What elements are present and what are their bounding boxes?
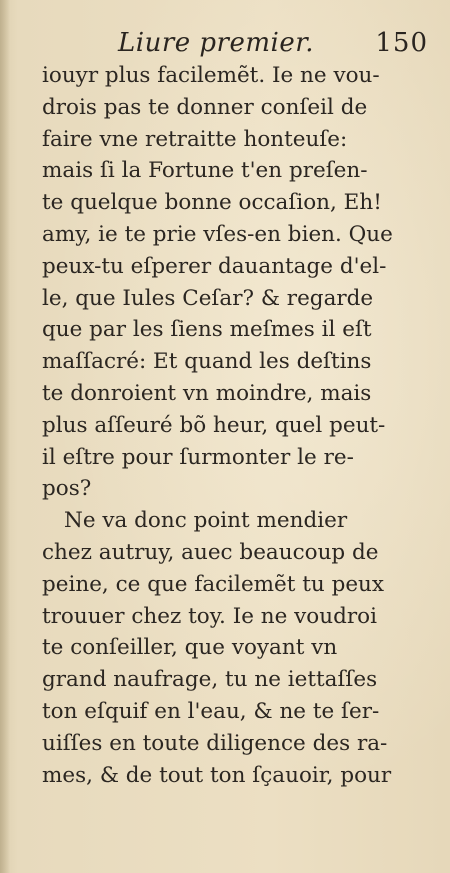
text-line: mes, & de tout ton ſçauoir, pour: [42, 762, 392, 788]
text-line: amy, ie te prie vſes-en bien. Que: [42, 221, 393, 247]
running-head: Liure premier.: [118, 28, 315, 58]
text-line: te quelque bonne occaſion, Eh!: [42, 190, 382, 216]
paragraph-start-line: Ne va donc point mendier: [64, 508, 348, 534]
page-number: 150: [375, 28, 428, 58]
body-text: [42, 60, 432, 791]
text-line: trouuer chez toy. Ie ne voudroi: [42, 603, 377, 629]
text-line: peux-tu eſperer dauantage d'el-: [42, 253, 387, 279]
text-line: mais ſi la Fortune t'en preſen-: [42, 158, 368, 184]
text-line: drois pas te donner conſeil de: [42, 94, 368, 120]
page-header: [118, 26, 428, 60]
text-line: maſſacré: Et quand les deſtins: [42, 349, 372, 375]
text-line: il eſtre pour ſurmonter le re-: [42, 444, 354, 470]
text-line: le, que Iules Ceſar? & regarde: [42, 285, 374, 311]
text-line: te donroient vn moindre, mais: [42, 380, 372, 406]
text-line: que par les ſiens meſmes il eſt: [42, 317, 372, 343]
text-line: iouyr plus facilemẽt. Ie ne vou-: [42, 63, 380, 88]
text-line: ton eſquif en l'eau, & ne te ſer-: [42, 698, 380, 724]
text-line: chez autruy, auec beaucoup de: [42, 539, 379, 565]
text-line: faire vne retraitte honteuſe:: [42, 126, 348, 152]
text-line: peine, ce que facilemẽt tu peux: [42, 571, 385, 597]
text-line: grand naufrage, tu ne iettaſſes: [42, 667, 378, 693]
text-line: plus aſſeuré bõ heur, quel peut-: [42, 412, 386, 438]
text-line: te conſeiller, que voyant vn: [42, 635, 338, 661]
text-line: uiſſes en toute diligence des ra-: [42, 730, 388, 756]
page-gutter-shadow: [0, 0, 10, 873]
text-line: pos?: [42, 476, 92, 502]
